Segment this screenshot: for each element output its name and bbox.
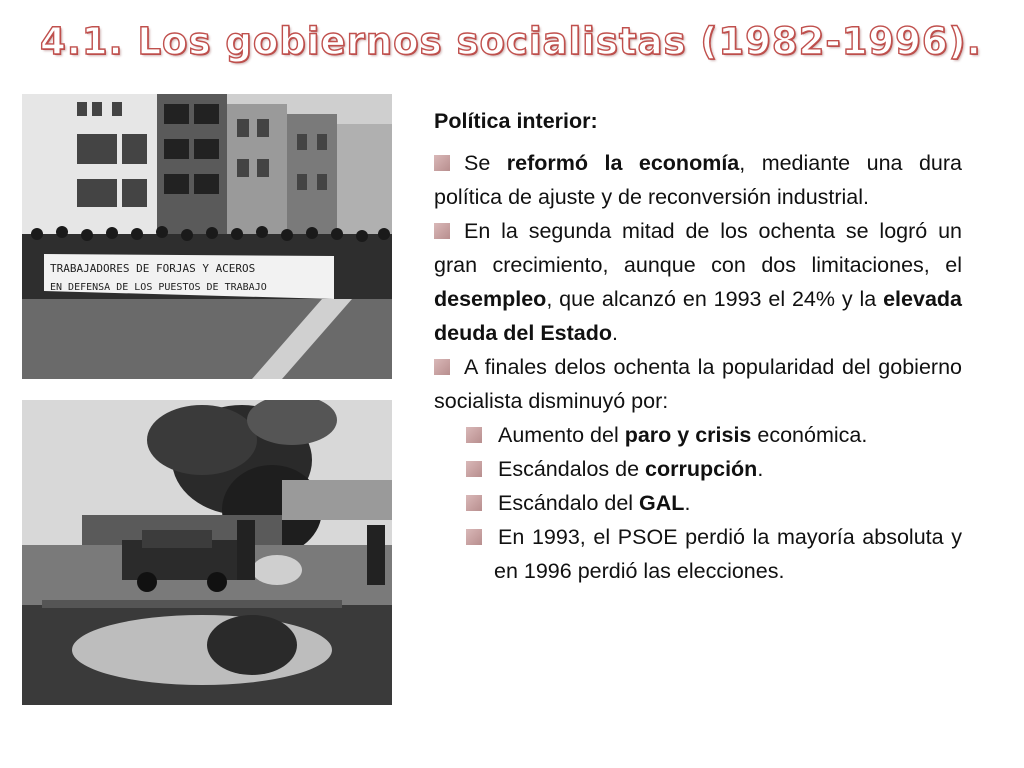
text-content [434, 104, 962, 588]
bullet-square-icon [434, 155, 450, 171]
bullet-square-icon [466, 495, 482, 511]
bullet-square-icon [466, 461, 482, 477]
bullet-square-icon [466, 427, 482, 443]
bullet-square-icon [434, 359, 450, 375]
bullet-paragraph-1: Se reformó la economía, mediante una dura política de ajuste y de reconversión industrial. [434, 151, 962, 209]
section-heading: Política interior: [434, 109, 598, 133]
sub-bullet-2: Escándalos de corrupción. [434, 452, 962, 486]
sub-bullet-3: Escándalo del GAL. [434, 486, 962, 520]
banner-text-line1: TRABAJADORES DE FORJAS Y ACEROS [50, 262, 256, 275]
bullet-square-icon [434, 223, 450, 239]
bullet-square-icon [466, 529, 482, 545]
banner-text-line2: EN DEFENSA DE LOS PUESTOS DE TRABAJO [50, 282, 267, 293]
sub-bullet-4: En 1993, el PSOE perdió la mayoría absoluta y en 1996 perdió las elecciones. [434, 520, 962, 588]
bullet-paragraph-2: En la segunda mitad de los ochenta se logró un gran crecimiento, aunque con dos limitaciones, el desempleo, que alcanzó en 1993 el 24% y la elevada deuda del Estado. [434, 219, 962, 345]
burning-car-photo [22, 400, 392, 705]
slide-title: 4.1. Los gobiernos socialistas (1982-1996). [40, 20, 982, 63]
protest-march-photo [22, 94, 392, 379]
sub-bullet-1: Aumento del paro y crisis económica. [434, 418, 962, 452]
bullet-paragraph-3: A finales delos ochenta la popularidad del gobierno socialista disminuyó por: [434, 355, 962, 413]
